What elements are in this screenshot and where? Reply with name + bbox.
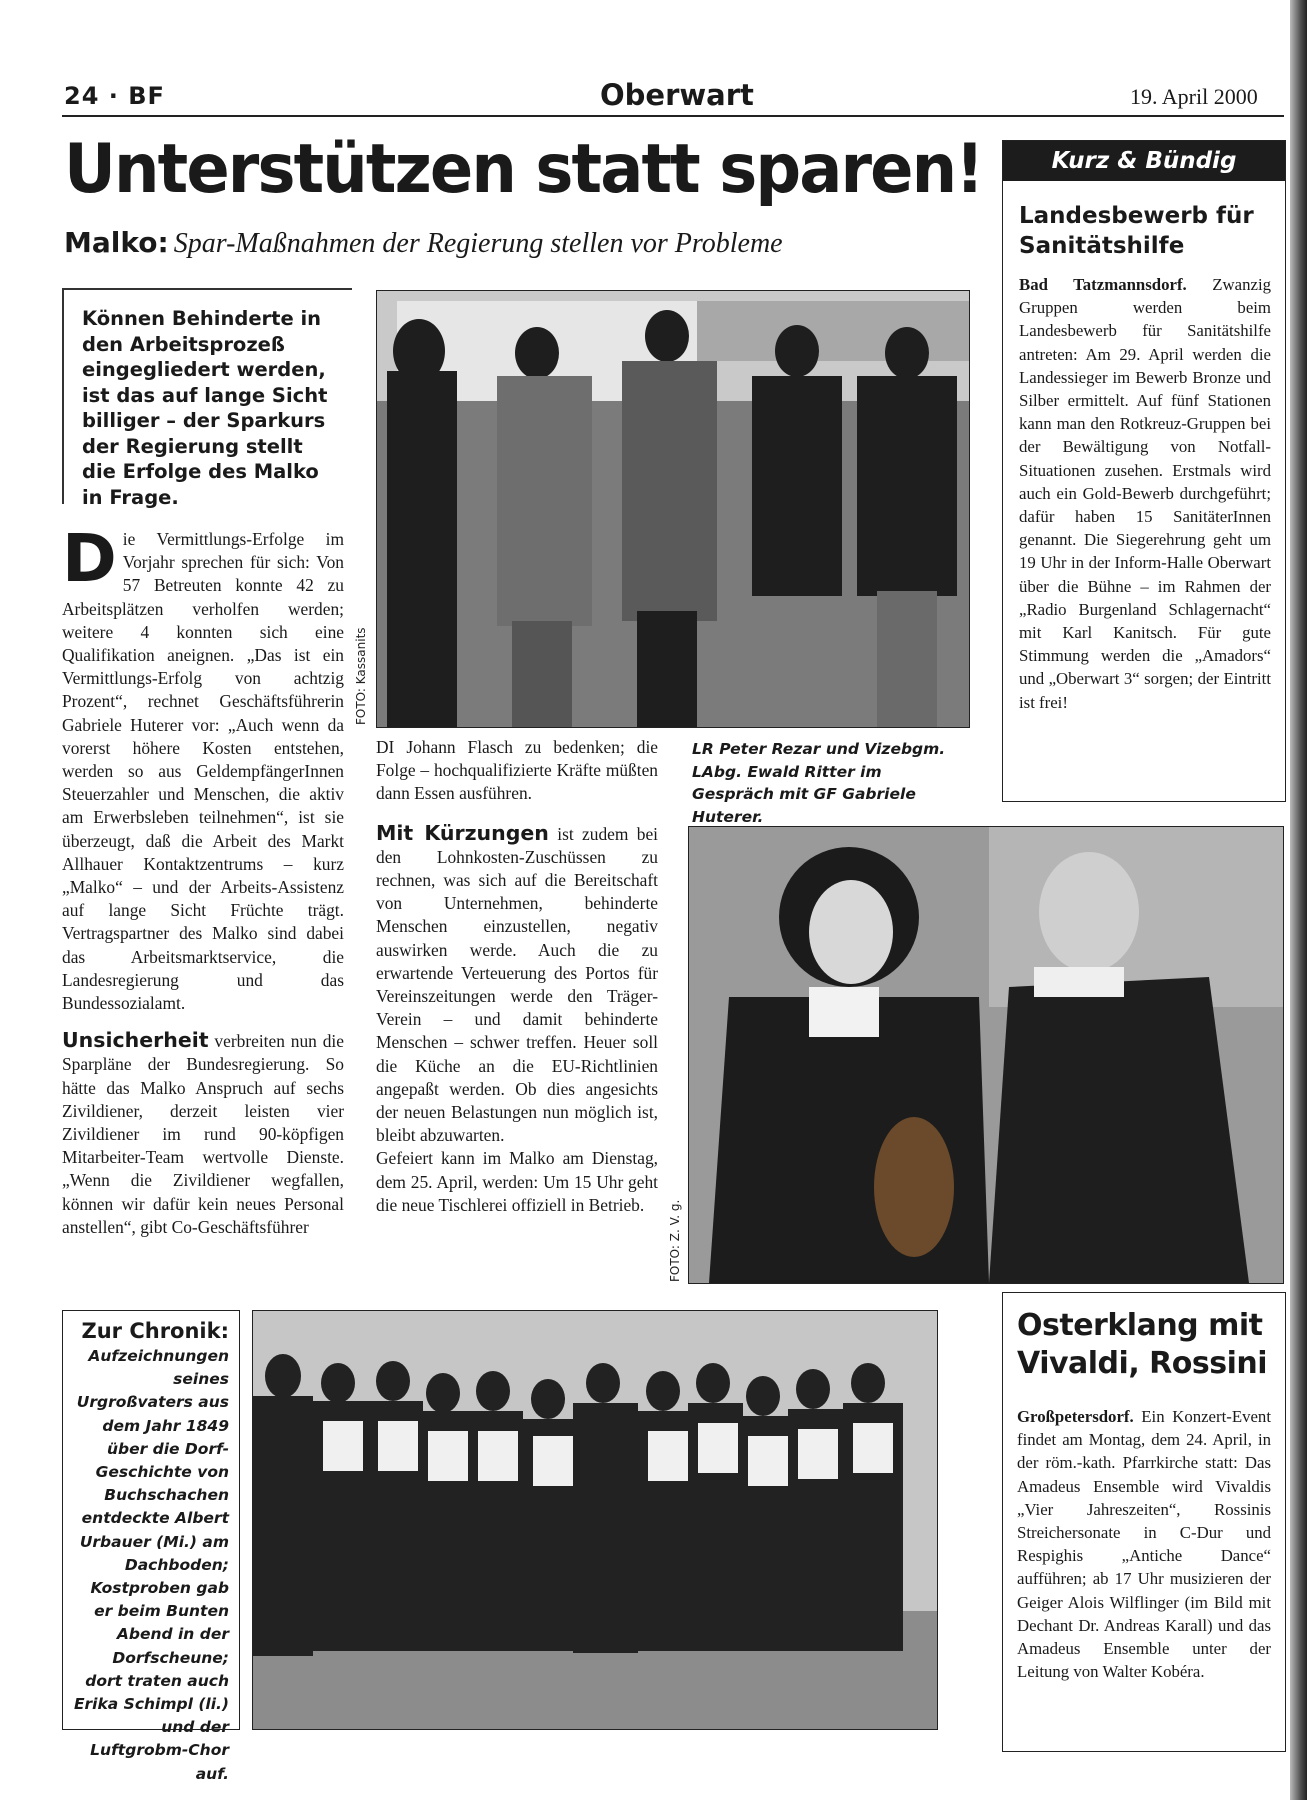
sidebar-title: Landesbewerb für Sanitätshilfe: [1019, 203, 1254, 259]
article-column-1: [62, 520, 344, 1239]
page-number: 24 · BF: [64, 82, 165, 110]
sidebar-kurz-buendig: [1002, 140, 1286, 802]
dropcap: D: [62, 520, 117, 597]
kicker-text: Spar-Maßnahmen der Regierung stellen vor Probleme: [173, 228, 783, 259]
sidebar-label: Kurz & Bündig: [1003, 141, 1285, 181]
osterklang-box: [1002, 1292, 1286, 1752]
sidebar-text: Bad Tatzmannsdorf. Zwanzig Gruppen werden beim Landesbewerb für Sanitätshilfe antreten: Am 29. April werden die Landessieger im Bewerb Bronze und Silber ermittelt. Auf fünf Stationen kann man den Rotkreuz-Gruppen bei der Bewältigung von Notfall-Situationen zusehen. Erstmals wird auch ein Gold-Bewerb durchgeführt; dafür haben 15 SanitäterInnen genannt. Die Siegerehrung geht um 19 Uhr in der Inform-Halle Oberwart über die Bühne – im Rahmen der „Radio Burgenland Schlagernacht“ mit Karl Kanitsch. Für gute Stimmung werden die „Amadors“ und „Oberwart 3“ sorgen; der Eintritt ist frei!: [1019, 275, 1271, 712]
header-rule: [62, 115, 1284, 117]
osterklang-text: Großpetersdorf. Ein Konzert-Event findet am Montag, dem 24. April, in der röm.-kath. Pfarrkirche statt: Das Amadeus Ensemble wird Vivaldis „Vier Jahreszeiten“, Rossinis Streichersonate in C-Dur und Respighis „Antiche Dance“ aufführen; ab 17 Uhr musizieren der Geiger Alois Wilflinger (im Bild mit Dechant Dr. Andreas Karall) und das Amadeus Ensemble unter der Leitung von Walter Kobéra.: [1017, 1407, 1271, 1682]
intro-rule: [62, 288, 64, 504]
osterklang-title: Osterklang mit Vivaldi, Rossini: [1017, 1308, 1268, 1381]
body-paragraph-3: DI Johann Flasch zu bedenken; die Folge – hochqualifizierte Kräfte müßten dann Essen ausführen.: [376, 737, 658, 804]
subhead-unsicherheit: Unsicherheit: [62, 1028, 209, 1053]
intro-text: Können Behinderte in den Arbeitsprozeß eingegliedert werden, ist das auf lange Sicht billiger – der Sparkurs der Regierung stellt die Erfolge des Malko in Frage.: [82, 307, 328, 509]
section-title: Oberwart: [600, 78, 754, 112]
body-paragraph-4: Mit Kürzungen ist zudem bei den Lohnkosten-Zuschüssen zu rechnen, was sich auf die Bereitschaft von Unternehmen, behinderte Menschen einzustellen, negativ auswirken werde. Auch die zu erwartende Verteuerung des Portos für Vereinszeitungen werde den Träger-Verein – und damit behinderte Menschen – schwer treffen. Heuer soll die Küche an die EU-Richtlinien angepaßt werden. Ob dies angesichts der neuen Belastungen nun möglich ist, bleibt abzuwarten.: [376, 820, 659, 1146]
kicker: [64, 226, 783, 260]
photo-choir: [252, 1310, 938, 1730]
page-edge: [1290, 0, 1307, 1800]
sidebar-place: Bad Tatzmannsdorf.: [1019, 275, 1187, 294]
chronik-box: [62, 1310, 240, 1783]
intro-rule-top: [62, 288, 352, 290]
chronik-title: Zur Chronik:: [81, 1319, 229, 1343]
issue-date: 19. April 2000: [1130, 84, 1258, 109]
subhead-kuerzungen: Mit Kürzungen: [376, 820, 549, 845]
photo2-credit: FOTO: Z. V. g.: [668, 1199, 682, 1282]
body-paragraph-1: Die Vermittlungs-Erfolge im Vorjahr sprechen für sich: Von 57 Betreuten konnte 42 zu Arbeitsplätzen verholfen werden; weitere 4 konnten sich eine Qualifikation aneignen. „Das ist ein Vermittlungs-Erfolg von achtzig Prozent“, rechnet Geschäftsführerin Gabriele Huterer vor: „Auch wenn da vorerst höhere Kosten entstehen, werden so aus GeldempfängerInnen Steuerzahler und Menschen, die aktiv am Erwerbsleben teilnehmen“, ist sie überzeugt, daß die Arbeit des Markt Allhauer Kontaktzentrums – kurz „Malko“ – und der Arbeits-Assistenz auf lange Sicht Früchte trägt. Vertragspartner des Malko sind dabei das Arbeitsmarktservice, die Landesregierung und das Bundessozialamt.: [62, 520, 344, 1014]
article-column-2: [376, 736, 658, 1217]
body-paragraph-5: Gefeiert kann im Malko am Dienstag, dem 25. April, werden: Um 15 Uhr geht die neue Tischlerei offiziell in Betrieb.: [376, 1148, 658, 1215]
kicker-name: Malko:: [64, 226, 169, 259]
headline: Unterstützen statt sparen!: [64, 130, 983, 209]
photo1-caption: LR Peter Rezar und Vizebgm. LAbg. Ewald Ritter im Gespräch mit GF Gabriele Huterer.: [692, 740, 946, 826]
chronik-text: Aufzeichnungen seines Urgroßvaters aus dem Jahr 1849 über die Dorf-Geschichte von Buchschachen entdeckte Albert Urbauer (Mi.) am Dachboden; Kostproben gab er beim Bunten Abend in der Dorfscheune; dort traten auch Erika Schimpl (li.) und der Luftgrobm-Chor auf.: [73, 1347, 229, 1783]
photo-violinist-dechant: [688, 826, 1284, 1284]
body-paragraph-2: Unsicherheit verbreiten nun die Sparpläne der Bundesregierung. So hätte das Malko Anspruch auf sechs Zivildiener, derzeit leisten vier Zivildiener im rund 90-köpfigen Mitarbeiter-Team wertvolle Dienste. „Wenn die Zivildiener wegfallen, können wir dafür kein neues Personal anstellen“, gibt Co-Geschäftsführer: [62, 1028, 344, 1237]
photo1-credit: FOTO: Kassanits: [354, 627, 368, 725]
osterklang-place: Großpetersdorf.: [1017, 1407, 1134, 1426]
photo-group-outdoor: [376, 290, 970, 728]
